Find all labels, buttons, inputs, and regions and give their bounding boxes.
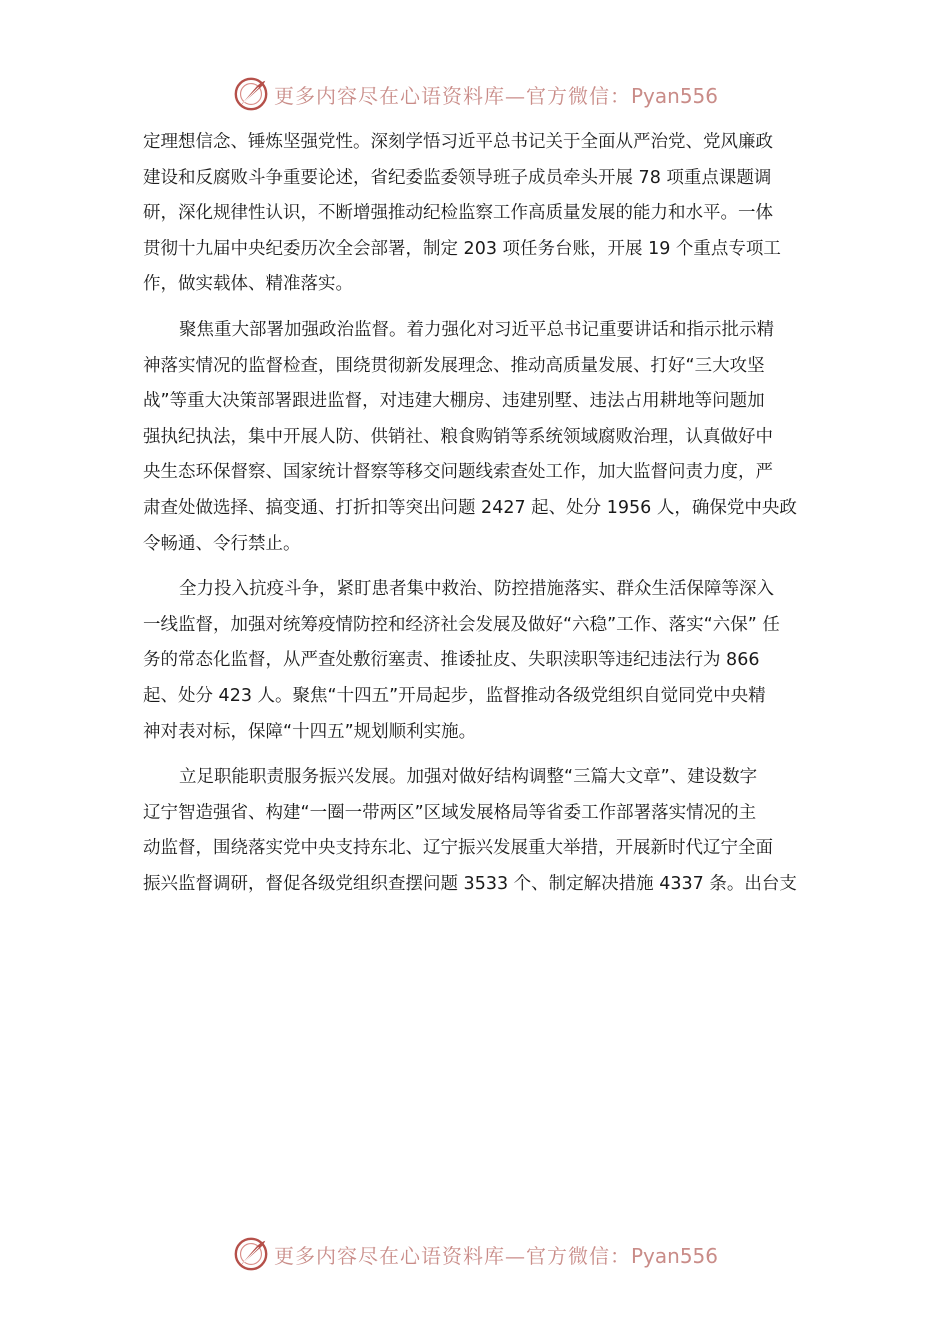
text-line: 动监督，围绕落实党中央支持东北、辽宁振兴发展重大举措，开展新时代辽宁全面 [143, 838, 773, 859]
text-line: 全力投入抗疫斗争，紧盯患者集中救治、防控措施落实、群众生活保障等深入 [179, 579, 774, 600]
text-line: 强执纪执法，集中开展人防、供销社、粮食购销等系统领域腐败治理，认真做好中 [143, 426, 773, 447]
paragraph-4 [143, 760, 809, 902]
text-line: 央生态环保督察、国家统计督察等移交问题线索查处工作，加大监督问责力度，严 [143, 462, 773, 483]
text-line: 研，深化规律性认识，不断增强推动纪检监察工作高质量发展的能力和水平。一体 [143, 203, 773, 224]
watermark-wechat-id: Pyan556 [630, 83, 718, 108]
text-line: 一线监督，加强对统筹疫情防控和经济社会发展及做好“六稳”工作、落实“六保” 任 [143, 614, 780, 635]
paragraph-1 [143, 125, 809, 303]
text-line: 战”等重大决策部署跟进监督，对违建大棚房、违建别墅、违法占用耕地等问题加 [143, 391, 765, 412]
text-line: 建设和反腐败斗争重要论述，省纪委监委领导班子成员牵头开展 78 项重点课题调 [143, 167, 772, 188]
document-body [143, 125, 809, 902]
text-line: 辽宁智造强省、构建“一圈一带两区”区域发展格局等省委工作部署落实情况的主 [143, 802, 757, 823]
text-line: 振兴监督调研，督促各级党组织查摆问题 3533 个、制定解决措施 4337 条。出台支 [143, 873, 797, 894]
watermark-header [0, 72, 950, 116]
watermark-text: 更多内容尽在心语资料库—官方微信： [273, 1243, 631, 1268]
text-line: 神对表对标，保障“十四五”规划顺利实施。 [143, 721, 477, 742]
quill-logo-icon [232, 1235, 270, 1273]
text-line: 贯彻十九届中央纪委历次全会部署，制定 203 项任务台账，开展 19 个重点专项工 [143, 238, 781, 259]
text-line: 定理想信念、锤炼坚强党性。深刻学悟习近平总书记关于全面从严治党、党风廉政 [143, 132, 773, 152]
text-line: 肃查处做选择、搞变通、打折扣等突出问题 2427 起、处分 1956 人，确保党中央政 [143, 497, 797, 518]
text-line: 聚焦重大部署加强政治监督。着力强化对习近平总书记重要讲话和指示批示精 [179, 319, 774, 340]
paragraph-2 [143, 313, 809, 562]
quill-logo-icon [232, 75, 270, 113]
text-line: 立足职能职责服务振兴发展。加强对做好结构调整“三篇大文章”、建设数字 [179, 767, 758, 788]
watermark-wechat-id: Pyan556 [630, 1243, 718, 1268]
text-line: 神落实情况的监督检查，围绕贯彻新发展理念、推动高质量发展、打好“三大攻坚 [143, 355, 765, 376]
paragraph-3 [143, 572, 809, 750]
watermark-text: 更多内容尽在心语资料库—官方微信： [273, 83, 631, 108]
text-line: 令畅通、令行禁止。 [143, 533, 301, 554]
text-line: 务的常态化监督，从严查处敷衍塞责、推诿扯皮、失职渎职等违纪违法行为 866 [143, 650, 760, 671]
text-line: 作，做实载体、精准落实。 [143, 274, 353, 295]
watermark-footer [0, 1232, 950, 1276]
text-line: 起、处分 423 人。聚焦“十四五”开局起步，监督推动各级党组织自觉同党中央精 [143, 685, 766, 706]
